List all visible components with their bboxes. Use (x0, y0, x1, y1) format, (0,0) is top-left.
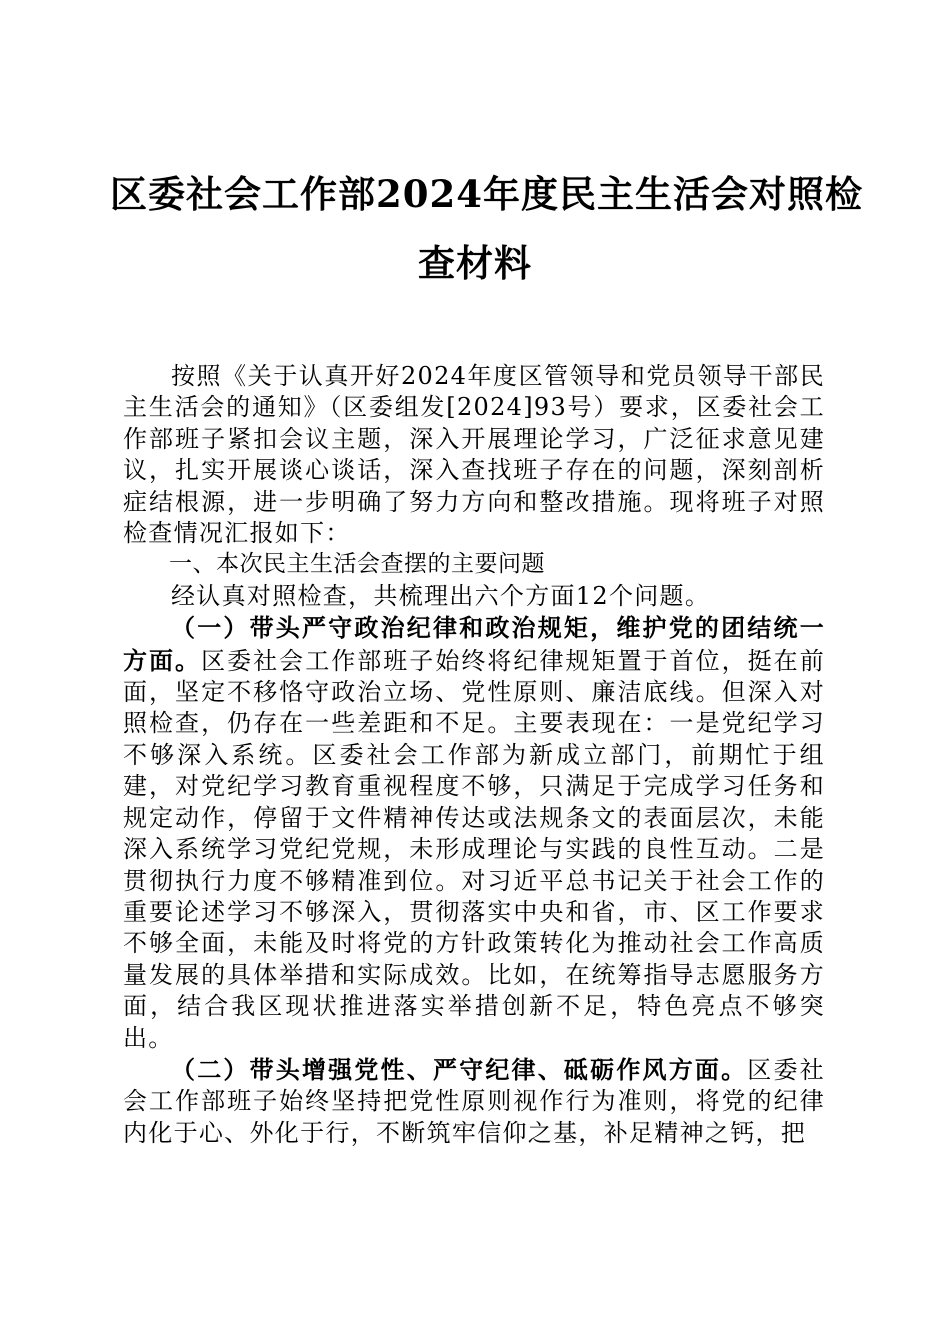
item-2-paragraph (123, 1054, 825, 1149)
item-2-heading: （二）带头增强党性、严守纪律、砥砺作风方面。 (171, 1054, 748, 1084)
item-1-heading: （一）带头严守政治纪律和政治规矩，维护党的团结统一方面。 (123, 613, 825, 675)
document-body (123, 361, 825, 1149)
item-1-paragraph (123, 612, 825, 1054)
intro-paragraph: 按照《关于认真开好2024年度区管领导和党员领导干部民主生活会的通知》（区委组发[2024]93号）要求，区委社会工作部班子紧扣会议主题，深入开展理论学习，广泛征求意见建议，扎实开展谈心谈话，深入查找班子存在的问题，深刻剖析症结根源，进一步明确了努力方向和整改措施。现将班子对照检查情况汇报如下： (123, 362, 825, 548)
item-1-body: 区委社会工作部班子始终将纪律规矩置于首位，挺在前面，坚定不移恪守政治立场、党性原则、廉洁底线。但深入对照检查，仍存在一些差距和不足。主要表现在：一是党纪学习不够深入系统。区委社会工作部为新成立部门，前期忙于组建，对党纪学习教育重视程度不够，只满足于完成学习任务和规定动作，停留于文件精神传达或法规条文的表面层次，未能深入系统学习党纪党规，未形成理论与实践的良性互动。二是贯彻执行力度不够精准到位。对习近平总书记关于社会工作的重要论述学习不够深入，贯彻落实中央和省，市、区工作要求不够全面，未能及时将党的方针政策转化为推动社会工作高质量发展的具体举措和实际成效。比如，在统筹指导志愿服务方面，结合我区现状推进落实举措创新不足，特色亮点不够突出。 (123, 646, 826, 1052)
document-title-line-1: 区委社会工作部2024年度民主生活会对照检 (110, 172, 863, 216)
document-title-line-2: 查材料 (418, 241, 532, 285)
section-1-lead-paragraph: 经认真对照检查，共梳理出六个方面12个问题。 (171, 581, 711, 610)
section-1-heading: 一、本次民主生活会查摆的主要问题 (169, 551, 545, 578)
item-2-body: 区委社会工作部班子始终坚持把党性原则视作行为准则，将党的纪律内化于心、外化于行，不断筑牢信仰之基，补足精神之钙，把 (123, 1055, 825, 1147)
